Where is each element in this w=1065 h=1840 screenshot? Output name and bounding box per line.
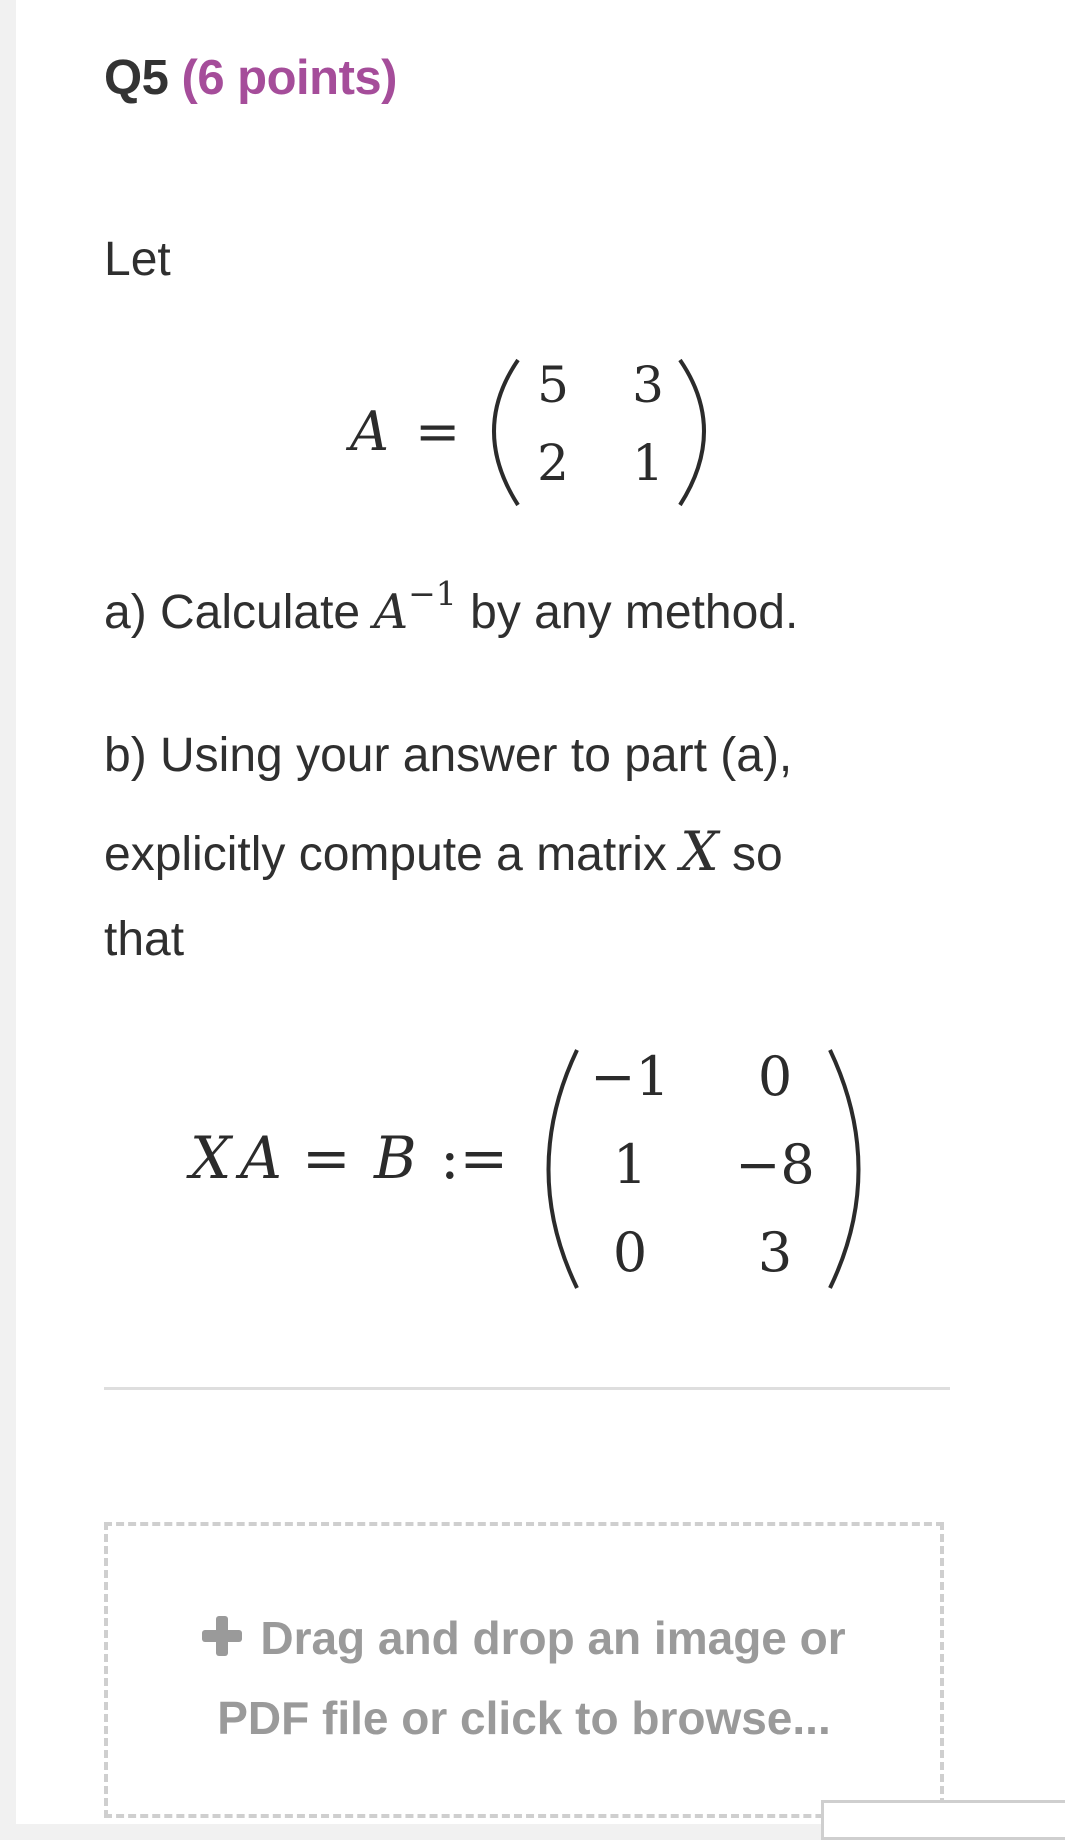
partial-panel (821, 1800, 1065, 1840)
matrix-a-cell: 1 (632, 434, 664, 492)
matrix-b-lhs-x: X (190, 1124, 232, 1192)
question-title (104, 50, 397, 106)
intro-text: Let (104, 233, 171, 286)
matrix-b-cell: 3 (757, 1221, 793, 1284)
question-points: (6 points) (181, 51, 397, 105)
part-b-line2 (104, 820, 783, 883)
matrix-a-cell: 2 (537, 434, 569, 492)
upload-line1 (108, 1611, 940, 1665)
part-b-line2-suffix: so (732, 828, 783, 881)
matrix-b-cell: −8 (735, 1133, 815, 1196)
matrix-a-cell: 3 (632, 356, 664, 414)
part-b-line3: that (104, 913, 185, 966)
upload-text-line2: PDF file or click to browse... (217, 1692, 831, 1744)
matrix-b-cell: 1 (612, 1133, 648, 1196)
matrix-b-cell: 0 (757, 1045, 793, 1108)
matrix-a-equation (0, 340, 1065, 520)
part-a-var: A (373, 584, 409, 640)
matrix-b-cell: 0 (612, 1221, 648, 1284)
question-number: Q5 (104, 51, 169, 105)
part-b-var: X (680, 820, 719, 883)
matrix-a-label: A (350, 400, 389, 463)
matrix-b-name: B (374, 1124, 417, 1192)
part-a-suffix: by any method. (470, 586, 799, 639)
part-a-text (104, 574, 799, 640)
matrix-b-define: := (440, 1124, 509, 1192)
matrix-a-right-paren (680, 360, 704, 505)
matrix-b-lhs-a: A (240, 1124, 282, 1192)
matrix-b-equals: = (302, 1124, 351, 1192)
section-divider (104, 1387, 950, 1390)
matrix-a-left-paren (494, 360, 518, 505)
plus-icon (202, 1616, 242, 1656)
matrix-a-equals: = (415, 400, 461, 463)
part-b-line1: b) Using your answer to part (a), (104, 729, 793, 782)
matrix-b-left-paren (549, 1050, 578, 1288)
matrix-b-right-paren (830, 1050, 859, 1288)
matrix-b-equation (0, 1040, 1065, 1300)
matrix-b-cell: −1 (590, 1045, 670, 1108)
file-upload-dropzone[interactable] (104, 1522, 944, 1818)
matrix-a-cell: 5 (537, 356, 569, 414)
part-b-line2-prefix: explicitly compute a matrix (104, 828, 667, 881)
part-a-exponent: −1 (408, 574, 457, 613)
upload-text-line1: Drag and drop an image or (260, 1612, 846, 1664)
part-a-prefix: a) Calculate (104, 586, 361, 639)
